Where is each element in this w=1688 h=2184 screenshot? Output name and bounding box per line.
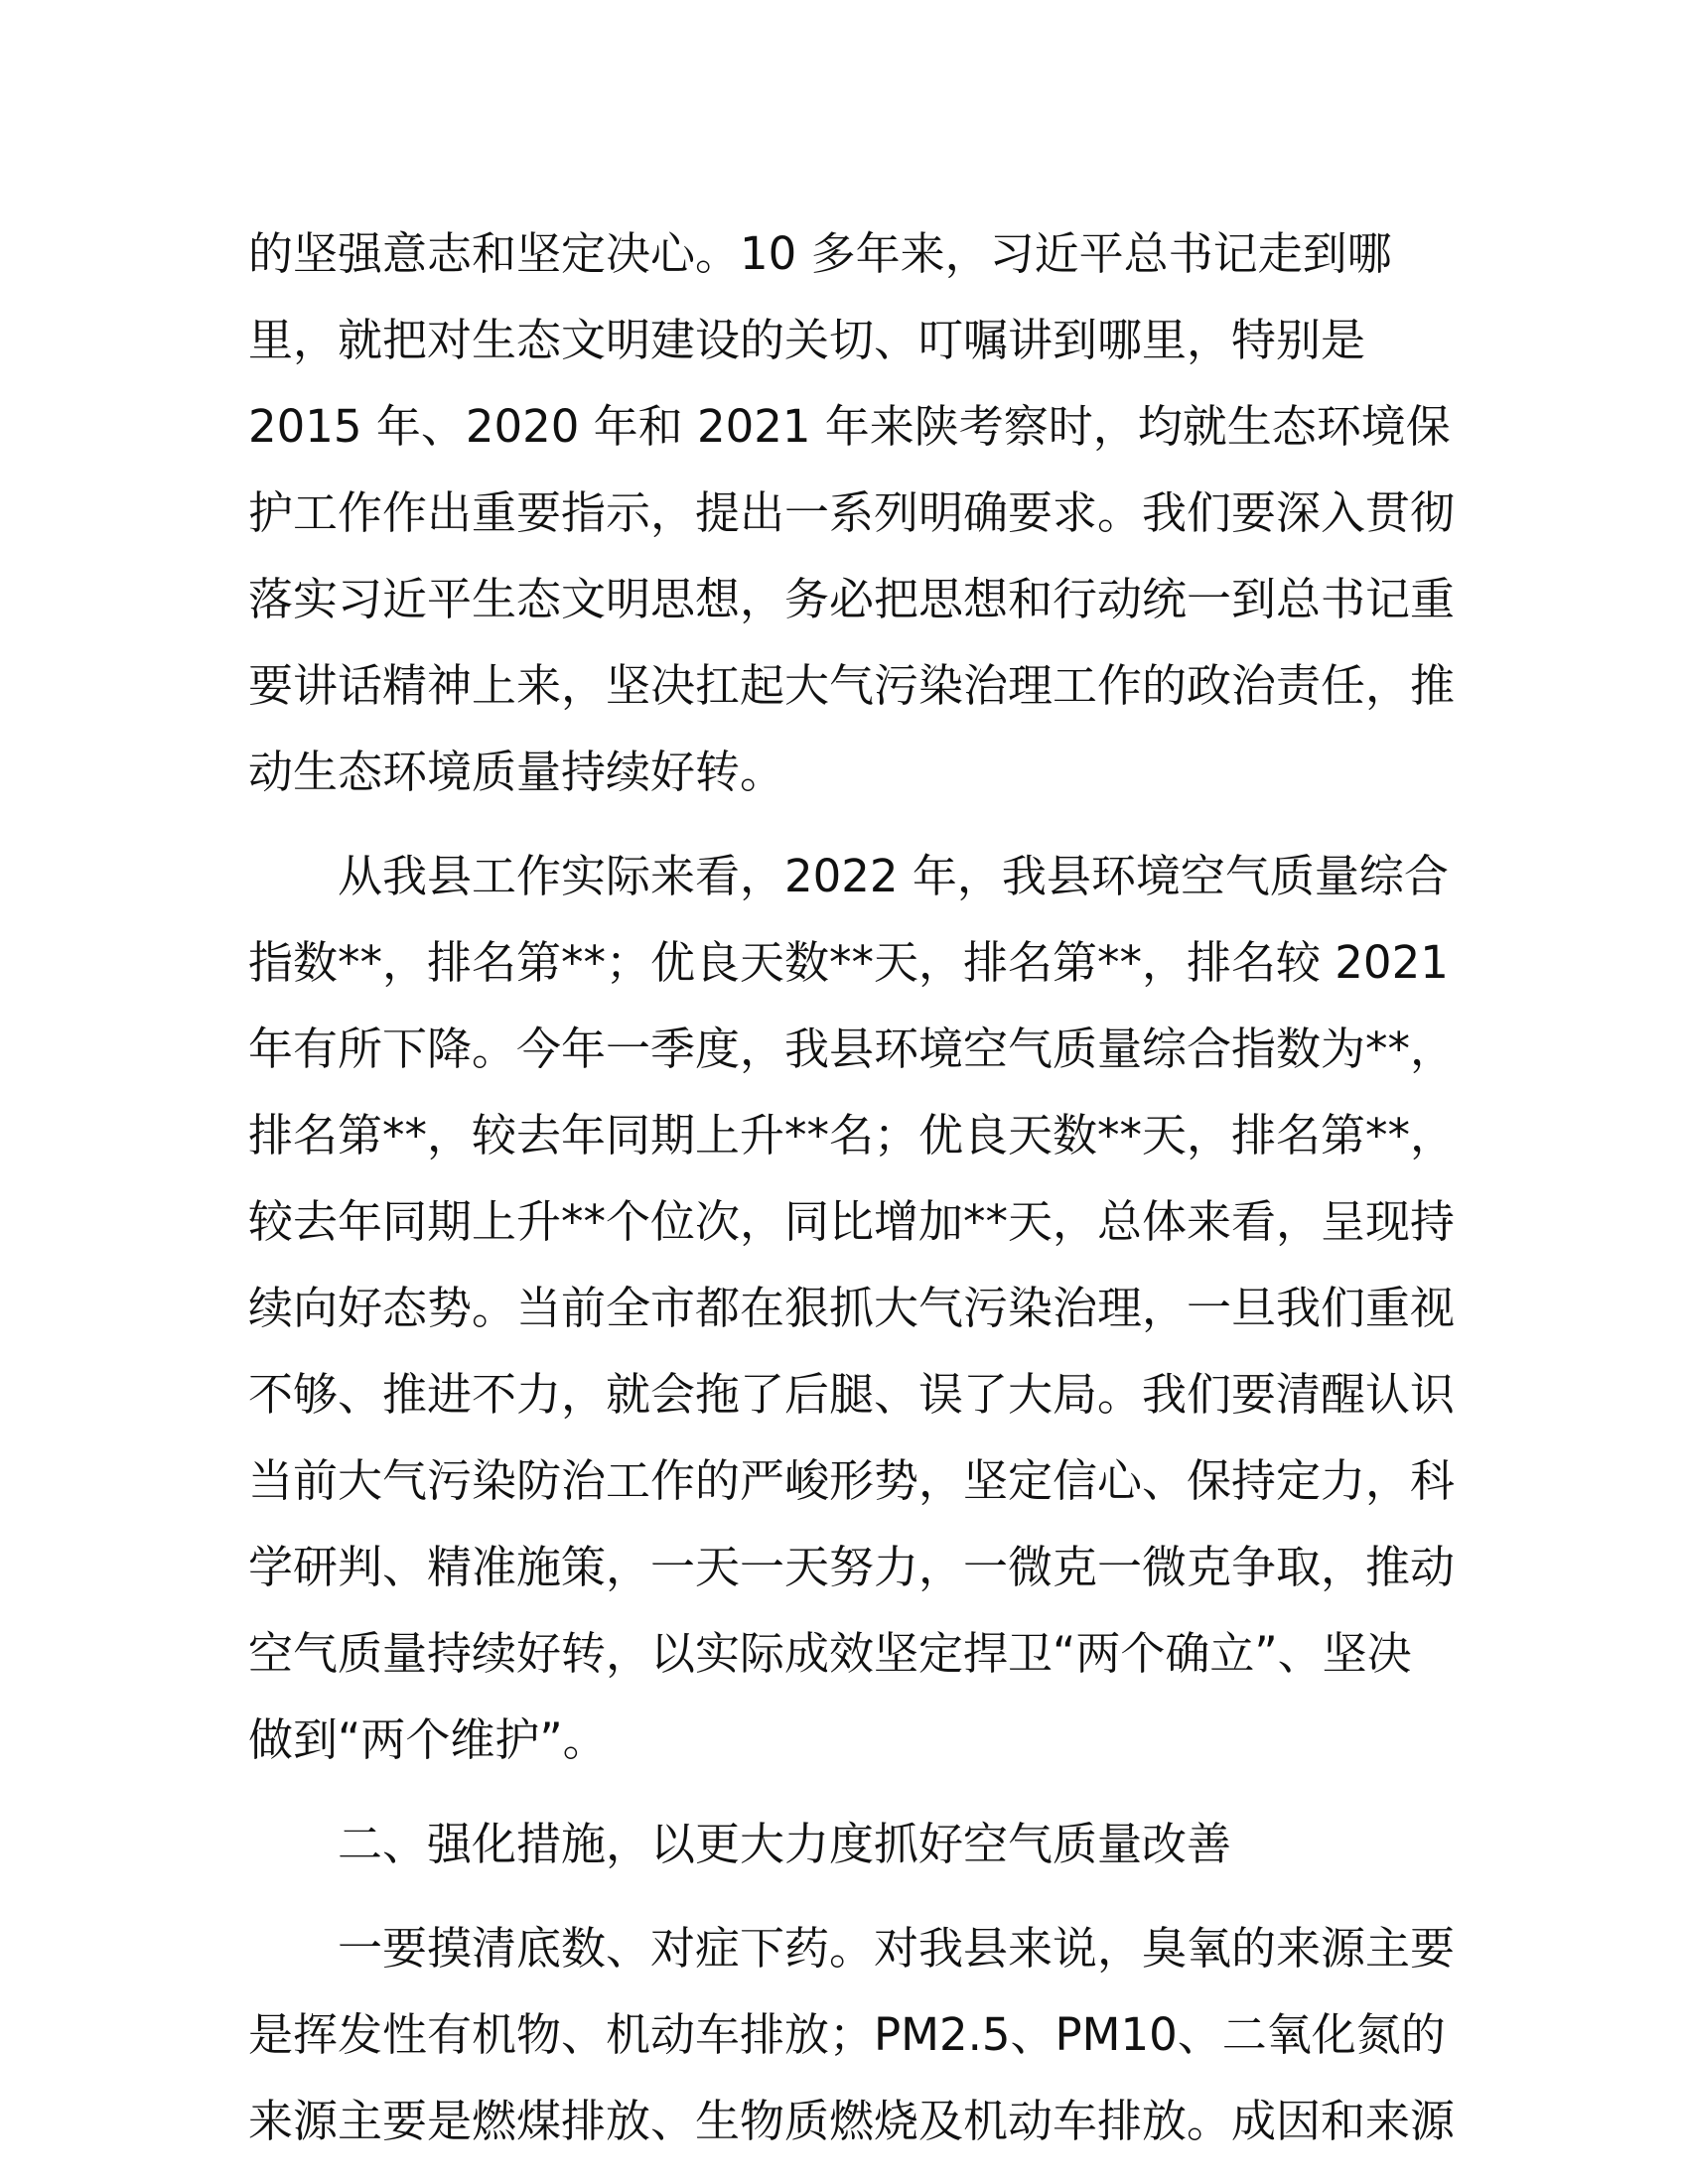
text-line: 续向好态势。当前全市都在狠抓大气污染治理，一旦我们重视 (248, 1282, 1456, 1334)
text-line: 2015 年、2020 年和 2021 年来陕考察时，均就生态环境保 (248, 400, 1451, 453)
text-line: 护工作作出重要指示，提出一系列明确要求。我们要深入贯彻 (248, 486, 1456, 539)
text-line: 年有所下降。今年一季度，我县环境空气质量综合指数为**， (248, 1023, 1456, 1075)
text-line: 一要摸清底数、对症下药。对我县来说，臭氧的来源主要 (338, 1922, 1456, 1975)
text-line: 排名第**，较去年同期上升**名；优良天数**天，排名第**， (248, 1109, 1456, 1161)
text-line: 做到“两个维护”。 (248, 1713, 608, 1766)
text-line: 是挥发性有机物、机动车排放；PM2.5、PM10、二氧化氮的 (248, 2008, 1446, 2061)
text-line: 的坚强意志和坚定决心。10 多年来，习近平总书记走到哪 (248, 227, 1392, 280)
section-heading (248, 1801, 1440, 1887)
text-line: 动生态环境质量持续好转。 (248, 746, 785, 798)
text-line: 落实习近平生态文明思想，务必把思想和行动统一到总书记重 (248, 573, 1456, 625)
paragraph-spacer (248, 815, 1440, 833)
paragraph-spacer (248, 1887, 1440, 1905)
text-line: 不够、推进不力，就会拖了后腿、误了大局。我们要清醒认识 (248, 1368, 1456, 1421)
paragraph-spacer (248, 1783, 1440, 1801)
heading-line: 二、强化措施，以更大力度抓好空气质量改善 (338, 1818, 1232, 1870)
paragraph-1 (248, 210, 1456, 815)
paragraph-2 (248, 833, 1456, 1783)
text-line: 指数**，排名第**；优良天数**天，排名第**，排名较 2021 (248, 936, 1449, 989)
text-line: 较去年同期上升**个位次，同比增加**天，总体来看，呈现持 (248, 1195, 1456, 1248)
text-line: 当前大气污染防治工作的严峻形势，坚定信心、保持定力，科 (248, 1454, 1456, 1507)
paragraph-3 (248, 1905, 1456, 2164)
text-line: 从我县工作实际来看，2022 年，我县环境空气质量综合 (338, 850, 1449, 902)
text-line: 空气质量持续好转，以实际成效坚定捍卫“两个确立”、坚决 (248, 1627, 1412, 1680)
text-line: 要讲话精神上来，坚决扛起大气污染治理工作的政治责任，推 (248, 659, 1456, 712)
text-line: 来源主要是燃煤排放、生物质燃烧及机动车排放。成因和来源 (248, 2095, 1456, 2147)
text-line: 学研判、精准施策，一天一天努力，一微克一微克争取，推动 (248, 1541, 1456, 1593)
text-line: 里，就把对生态文明建设的关切、叮嘱讲到哪里，特别是 (248, 314, 1366, 366)
document-body (248, 210, 1456, 2164)
